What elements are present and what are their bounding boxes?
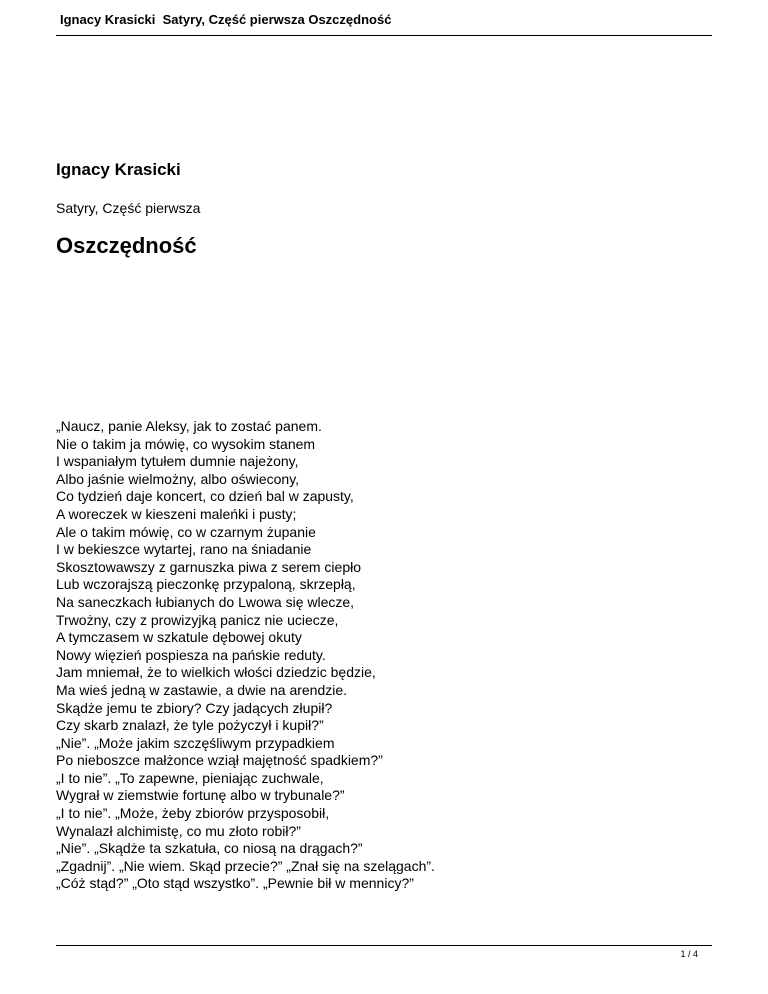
page-header <box>56 10 712 36</box>
poem-line: „I to nie”. „Może, żeby zbiorów przysposobił, <box>56 805 330 822</box>
poem-line: Ale o takim mówię, co w czarnym żupanie <box>56 523 316 540</box>
poem-line: I w bekieszce wytartej, rano na śniadanie <box>56 541 312 558</box>
poem-line: Nowy więzień pospiesza na pańskie reduty. <box>56 646 326 663</box>
poem-line: Czy skarb znalazł, że tyle pożyczył i kupił?” <box>56 717 324 734</box>
poem-line: I wspaniałym tytułem dumnie najeżony, <box>56 453 299 470</box>
poem-line: „Nie”. „Może jakim szczęśliwym przypadkiem <box>56 734 335 751</box>
poem-line: Jam mniemał, że to wielkich włości dziedzic będzie, <box>56 664 376 681</box>
poem-line: Nie o takim ja mówię, co wysokim stanem <box>56 435 316 452</box>
poem-text <box>56 418 706 893</box>
poem-line: Trwożny, czy z prowizyjką panicz nie uciecze, <box>56 611 339 628</box>
poem-line: „Cóż stąd?” „Oto stąd wszystko”. „Pewnie bił w mennicy?” <box>56 875 414 892</box>
header-title: Ignacy Krasicki Satyry, Część pierwsza Oszczędność <box>60 12 392 27</box>
poem-line: „Naucz, panie Aleksy, jak to zostać panem. <box>56 418 322 434</box>
poem-line: Wygrał w ziemstwie fortunę albo w trybunale?” <box>56 787 345 804</box>
poem-line: Skądże jemu te zbiory? Czy jadących złupił? <box>56 699 333 716</box>
poem-line: A woreczek w kieszeni maleńki i pusty; <box>56 505 297 522</box>
poem-line: Na saneczkach łubianych do Lwowa się wlecze, <box>56 593 355 610</box>
poem-line: „Nie”. „Skądże ta szkatuła, co niosą na drągach?” <box>56 840 363 857</box>
poem-line: „Zgadnij”. „Nie wiem. Skąd przecie?” „Znał się na szelągach”. <box>56 857 435 874</box>
poem-title: Oszczędność <box>56 233 197 258</box>
footer-divider <box>56 945 712 946</box>
collection-title: Satyry, Część pierwsza <box>56 200 201 216</box>
poem-line: Po nieboszce małżonce wziął majętność spadkiem?” <box>56 752 383 769</box>
poem-line: Skosztowawszy z garnuszka piwa z serem ciepło <box>56 558 362 575</box>
poem-line: „I to nie”. „To zapewne, pieniając zuchwale, <box>56 769 324 786</box>
poem-line: A tymczasem w szkatule dębowej okuty <box>56 629 302 646</box>
poem-line: Ma wieś jedną w zastawie, a dwie na arendzie. <box>56 681 348 698</box>
poem-line: Wynalazł alchimistę, co mu złoto robił?” <box>56 822 301 839</box>
poem-line: Albo jaśnie wielmożny, albo oświecony, <box>56 470 300 487</box>
page-number: 1 / 4 <box>680 949 698 959</box>
author-name: Ignacy Krasicki <box>56 160 181 179</box>
poem-line: Co tydzień daje koncert, co dzień bal w zapusty, <box>56 488 354 505</box>
poem-line: Lub wczorajszą pieczonkę przypaloną, skrzepłą, <box>56 576 356 593</box>
